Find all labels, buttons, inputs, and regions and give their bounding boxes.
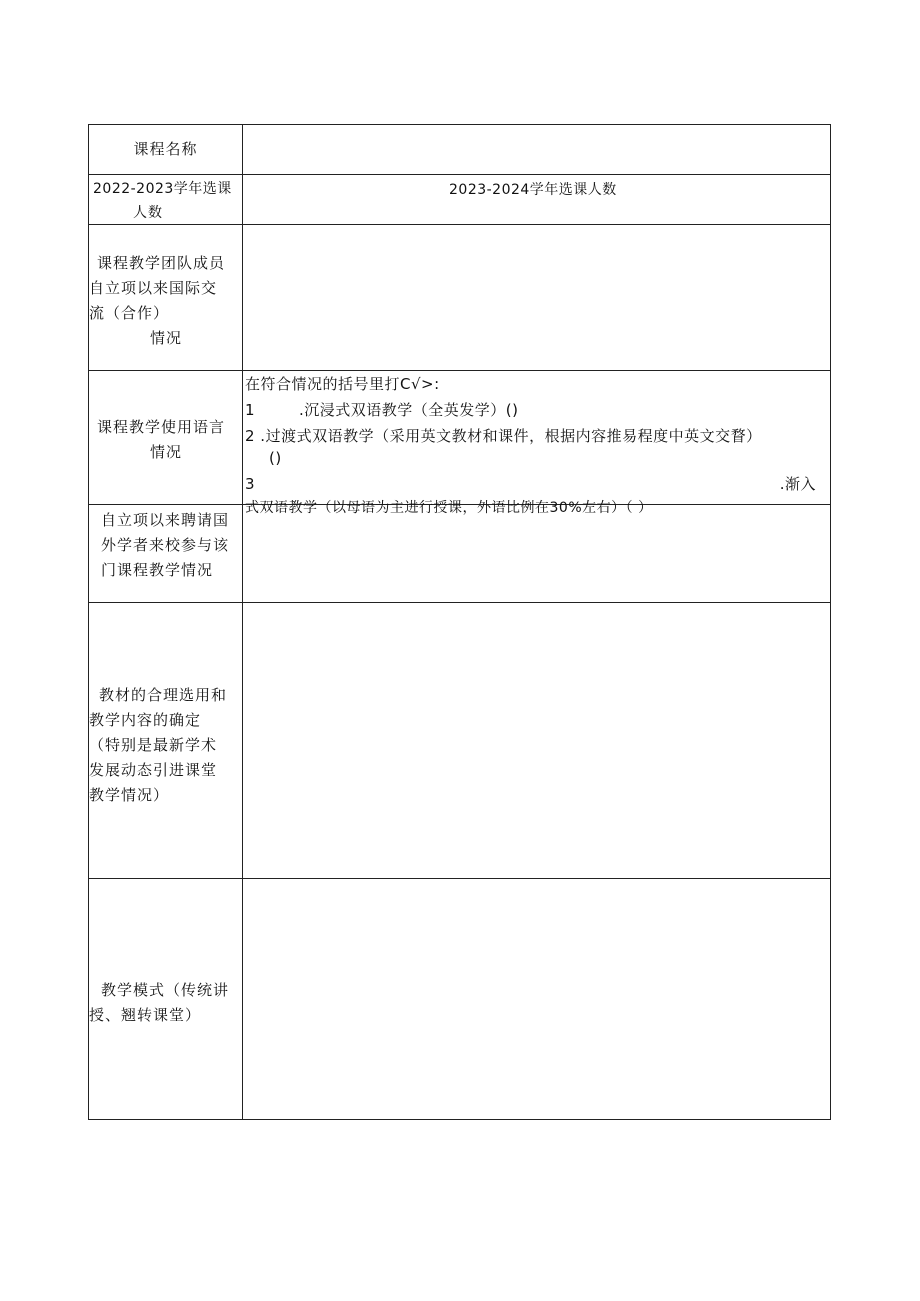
option-2-checkbox-paren[interactable]: () bbox=[269, 449, 282, 467]
exchange-value-cell[interactable] bbox=[243, 225, 830, 370]
option-3-gradual[interactable]: .渐入 bbox=[779, 475, 816, 493]
option-3-cut-line: 式双语教学（以母语为主进行授课，外语比例在30%左右）（ ） bbox=[245, 500, 653, 516]
language-label-cell bbox=[89, 371, 243, 504]
textbook-label-cell bbox=[89, 603, 243, 878]
enrollment-2022-label: 2022-2023学年选课 bbox=[93, 181, 232, 197]
language-label-line-1: 课程教学使用语言 bbox=[97, 418, 226, 436]
enrollment-2023-cell[interactable] bbox=[243, 175, 830, 224]
teaching-mode-value-cell[interactable] bbox=[243, 879, 830, 1119]
exchange-label-line-1: 课程教学团队成员 bbox=[97, 254, 226, 272]
exchange-label-line-2: 自立项以来国际交 bbox=[89, 279, 218, 297]
foreign-scholars-label-cell bbox=[89, 505, 243, 602]
row-course-name bbox=[89, 125, 830, 175]
teaching-mode-line-2: 授、翘转课堂） bbox=[89, 1006, 202, 1024]
foreign-scholars-line-3: 门课程教学情况 bbox=[101, 561, 214, 579]
teaching-mode-line-1: 教学模式（传统讲 bbox=[101, 981, 230, 999]
row-textbook-selection bbox=[89, 603, 830, 879]
option-3-number: 3 bbox=[245, 475, 256, 493]
foreign-scholars-value-cell[interactable] bbox=[243, 505, 830, 602]
row-enrollment bbox=[89, 175, 830, 225]
textbook-line-4: 发展动态引进课堂 bbox=[89, 761, 218, 779]
exchange-label-line-3: 流（合作） bbox=[89, 304, 170, 322]
teaching-mode-label-cell bbox=[89, 879, 243, 1119]
enrollment-2023-label: 2023-2024学年选课人数 bbox=[449, 182, 617, 198]
row-teaching-mode bbox=[89, 879, 830, 1119]
enrollment-2022-label-cell bbox=[89, 175, 243, 224]
course-name-value-cell[interactable] bbox=[243, 125, 830, 174]
foreign-scholars-line-1: 自立项以来聘请国 bbox=[101, 511, 230, 529]
textbook-value-cell[interactable] bbox=[243, 603, 830, 878]
option-2-transitional[interactable]: 2 .过渡式双语教学（采用英文教材和课件，根据内容推易程度中英文交瞀） bbox=[245, 427, 762, 445]
row-teaching-language bbox=[89, 371, 830, 516]
option-1-immersive[interactable]: .沉浸式双语教学（全英发学）() bbox=[299, 401, 519, 419]
language-instruction: 在符合情况的括号里打C√>: bbox=[245, 375, 440, 393]
enrollment-2022-label-cont: 人数 bbox=[133, 205, 163, 221]
language-label-line-2: 情况 bbox=[150, 443, 183, 461]
language-options-cell bbox=[243, 371, 830, 516]
exchange-label-cell bbox=[89, 225, 243, 370]
foreign-scholars-line-2: 外学者来校参与该 bbox=[101, 536, 230, 554]
textbook-line-2: 教学内容的确定 bbox=[89, 711, 202, 729]
textbook-line-1: 教材的合理选用和 bbox=[99, 686, 228, 704]
textbook-line-3: （特别是最新学术 bbox=[89, 736, 218, 754]
course-name-label: 课程名称 bbox=[133, 140, 198, 158]
row-foreign-scholars bbox=[89, 505, 830, 603]
exchange-label-line-4: 情况 bbox=[150, 329, 183, 347]
course-name-label-cell bbox=[89, 125, 243, 174]
option-1-number: 1 bbox=[245, 401, 256, 419]
textbook-line-5: 教学情况） bbox=[89, 786, 170, 804]
row-international-exchange bbox=[89, 225, 830, 371]
application-form-table bbox=[88, 124, 831, 1120]
